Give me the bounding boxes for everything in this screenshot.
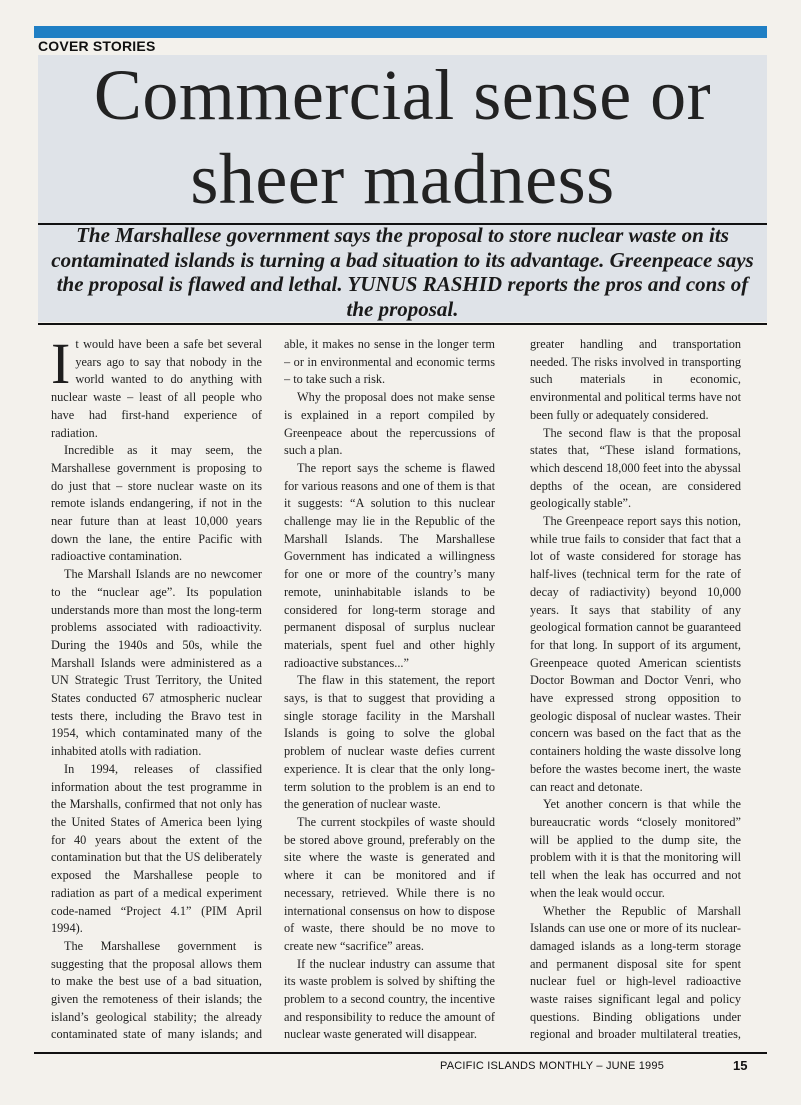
paragraph-text: If the nuclear industry can assume that its waste problem is solved by shifting the problem to a second country, the incentive and responsibility to reduce the amount of nuclear waste generated will disappear. — [284, 956, 495, 1042]
article-column-3 — [530, 336, 741, 1044]
article-column-1 — [51, 336, 262, 1044]
paragraph — [51, 566, 262, 761]
paragraph — [284, 336, 495, 389]
paragraph-text: able, it makes no sense in the longer term – or in environmental and economic terms – to take such a risk. — [284, 337, 495, 387]
deck-tail: reports the pros and cons of the proposal. — [346, 272, 749, 321]
footer-rule — [34, 1052, 767, 1054]
paragraph-text: The flaw in this statement, the report says, is that to suggest that providing a single storage facility in the Marshall Islands is going to solve the global problem of nuclear waste defies current experience. It is clear that the only long-term solution to the problem is an end to the generation of nuclear waste. — [284, 673, 495, 812]
deck — [45, 223, 760, 321]
headline: Commercial sense or sheer madness — [93, 55, 712, 219]
paragraph-text: The Marshallese government is suggesting that the proposal allows them to make the best use of a bad situation, given the remoteness of their islands; the island’s geological stability; the already contaminated state of many islands; and — [51, 938, 262, 1042]
paragraph-text: Whether the Republic of Marshall Islands can use one or more of its nuclear-damaged islands as a long-term storage and permanent disposal site for spent nuclear fuel or high-level radioactive waste raises significant legal and policy questions. Binding obligations under regional and broader multilateral treaties, — [530, 903, 741, 1042]
paragraph-text: Incredible as it may seem, the Marshallese government is proposing to do just that – store nuclear waste on its remote islands endangering, if not in the near future than at least 10,000 years down the lane, the entire Pacific with radioactive contamination. — [51, 443, 262, 564]
paragraph — [51, 442, 262, 566]
top-accent-bar — [34, 26, 767, 38]
paragraph-text: The Greenpeace report says this notion, while true fails to consider that fact that a lot of waste considered for storage has half-lives (technical term for the rate of decay of radiactivity) beyond 10,000 years. It says that stability of any geological formation cannot be guaranteed for that long. In support of its argument, Greenpeace quoted American scientists Doctor Bowman and Doctor Venri, who have expressed strong opposition to geologic disposal of nuclear wastes. Their concern was based on the fact that as the containers holding the waste dissolve long before the wastes become inert, the waste can react and detonate. — [530, 514, 741, 794]
paragraph — [530, 796, 741, 902]
paragraph — [51, 336, 262, 442]
paragraph — [530, 425, 741, 514]
paragraph — [530, 513, 741, 796]
paragraph-text: Yet another concern is that while the bureaucratic words “closely monitored” will be applied to the dump site, the problem with it is that the monitoring will tell when the leak has occurred and not when the leak would occur. — [530, 797, 741, 900]
paragraph — [530, 336, 741, 425]
article-column-2 — [284, 336, 495, 1044]
deck-rule — [38, 323, 767, 325]
deck-byline: YUNUS RASHID — [347, 272, 503, 296]
paragraph — [284, 460, 495, 672]
paragraph — [284, 814, 495, 956]
paragraph-text: The Marshall Islands are no newcomer to the “nuclear age”. Its population understands more than most the long-term problems associated with radioactivity. During the 1940s and 50s, while the Marshall Islands were administered as a UN Strategic Trust Territory, the United States conducted 67 atmospheric nuclear tests there, including the Bravo test in 1954, which contaminated many of the inhabited atolls with radiation. — [51, 567, 262, 759]
paragraph-text: The second flaw is that the proposal states that, “These island formations, which descend 18,000 feet into the abyssal depths of the ocean, are considered geologically stable”. — [530, 425, 741, 511]
footer-publication: PACIFIC ISLANDS MONTHLY – JUNE 1995 — [440, 1060, 665, 1072]
paragraph — [284, 389, 495, 460]
paragraph-text: The report says the scheme is flawed for various reasons and one of them is that it suggests: “A solution to this nuclear challenge may lie in the Republic of the Marshall Islands. The Marshallese Government has indicated a willingness for one or more of the country’s many remote, uninhabitable islands to be considered for long-term storage and permanent disposal of surplus nuclear materials, spent fuel and other highly radioactive substances...” — [284, 460, 495, 670]
paragraph-text: The current stockpiles of waste should be stored above ground, preferably on the site where the waste is generated and where it can be monitored and if necessary, retrieved. While there is no international consensus on how to dispose of waste, there should be no move to create new “sacrifice” areas. — [284, 814, 495, 953]
paragraph — [51, 761, 262, 938]
paragraph-text: t would have been a safe bet several years ago to say that nobody in the world wanted to do anything with nuclear waste – least of all people who have had first-hand experience of radiation. — [51, 337, 262, 440]
paragraph-text: Why the proposal does not make sense is explained in a report compiled by Greenpeace about the repercussions of such a plan. — [284, 390, 495, 458]
section-label: COVER STORIES — [38, 38, 156, 54]
paragraph-text: greater handling and transportation needed. The risks involved in transporting such materials in economic, environmental and political terms have not been fully or adequately considered. — [530, 337, 741, 422]
paragraph — [51, 938, 262, 1044]
page-number: 15 — [733, 1058, 748, 1073]
drop-cap: I — [51, 336, 71, 396]
paragraph-text: In 1994, releases of classified information about the test programme in the Marshalls, confirmed that not only has the United States of America been lying for 40 years about the extent of the contamination but that the US deliberately exposed the Marshallese people to radiation as part of a medical experiment code-named “Project 4.1” (PIM April 1994). — [51, 761, 262, 936]
paragraph — [284, 956, 495, 1044]
deck-lead: The Marshallese government says the proposal to store nuclear waste on its contaminated islands is turning a bad situation to its advantage. Greenpeace says the proposal is flawed and lethal. — [51, 223, 754, 296]
paragraph — [530, 903, 741, 1045]
paragraph — [284, 672, 495, 814]
